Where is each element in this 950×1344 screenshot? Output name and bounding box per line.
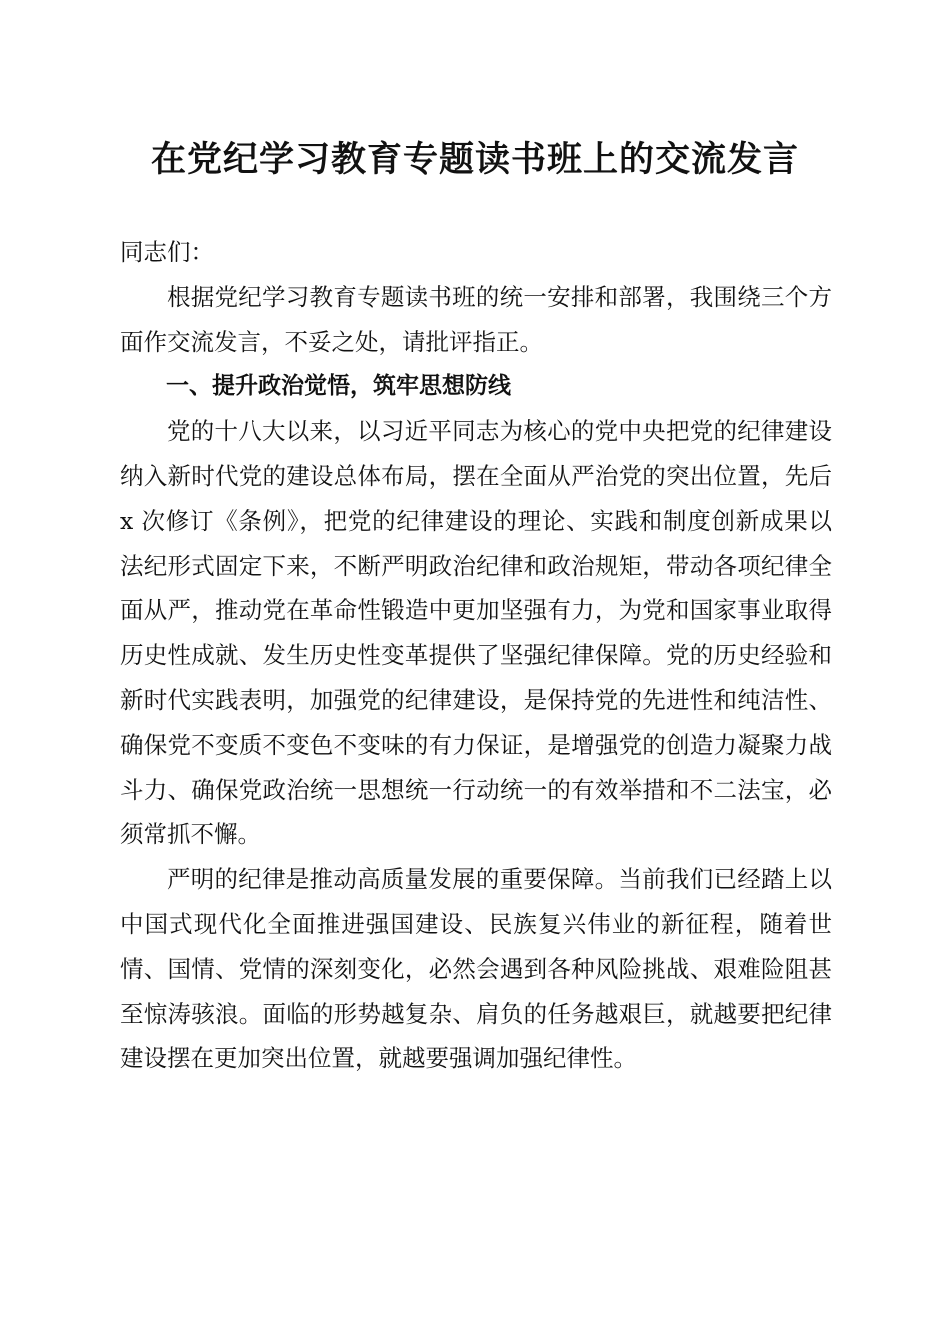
document-body [120,230,832,1081]
section-heading: 一、提升政治觉悟，筑牢思想防线 [166,373,511,400]
body-paragraph-2: 严明的纪律是推动高质量发展的重要保障。当前我们已经踏上以中国式现代化全面推进强国建设、民族复兴伟业的新征程，随着世情、国情、党情的深刻变化，必然会遇到各种风险挑战、艰难险阻甚至惊涛骇浪。面临的形势越复杂、肩负的任务越艰巨，就越要把纪律建设摆在更加突出位置，就越要强调加强纪律性。 [120,865,832,1073]
salutation: 同志们： [120,238,214,266]
document-title: 在党纪学习教育专题读书班上的交流发言 [150,139,799,180]
body-paragraph-1: 党的十八大以来，以习近平同志为核心的党中央把党的纪律建设纳入新时代党的建设总体布局，摆在全面从严治党的突出位置，先后 x 次修订《条例》，把党的纪律建设的理论、实践和制度创新成果以法纪形式固定下来，不断严明政治纪律和政治规矩，带动各项纪律全面从严，推动党在革命性锻造中更加坚强有力，为党和国家事业取得历史性成就、发生历史性变革提供了坚强纪律保障。党的历史经验和新时代实践表明，加强党的纪律建设，是保持党的先进性和纯洁性、确保党不变质不变色不变味的有力保证，是增强党的创造力凝聚力战斗力、确保党政治统一思想统一行动统一的有效举措和不二法宝，必须常抓不懈。 [120,417,832,849]
intro-paragraph: 根据党纪学习教育专题读书班的统一安排和部署，我围绕三个方面作交流发言，不妥之处，请批评指正。 [120,282,832,356]
